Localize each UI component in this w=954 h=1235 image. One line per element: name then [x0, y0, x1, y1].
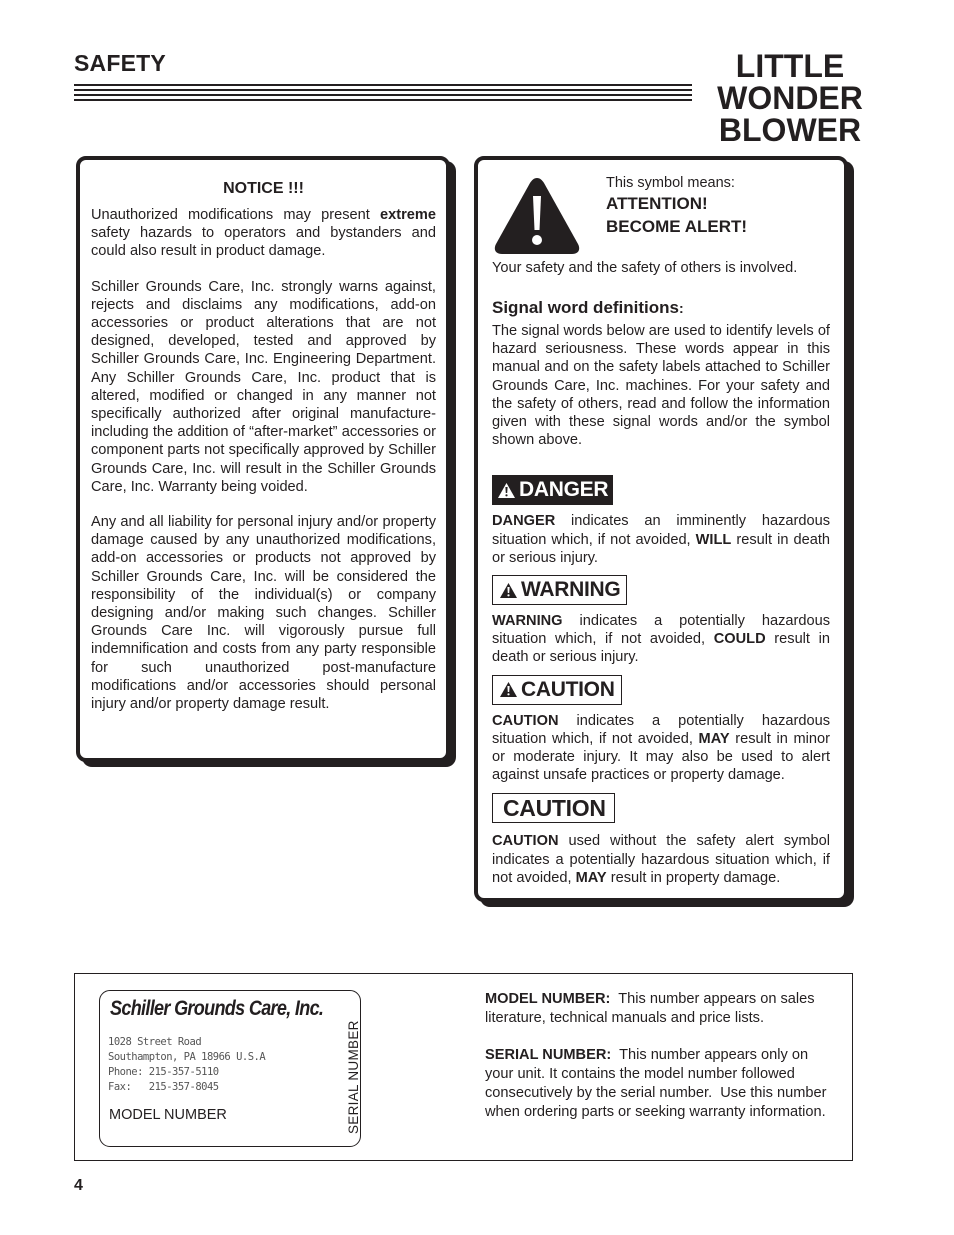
definition-text: used without the safety alert symbol indicates a potentially hazardous situation which, if not avoided, [492, 833, 830, 886]
alert-triangle-icon [497, 482, 516, 499]
definitions-title-text: Signal word definitions [492, 298, 679, 317]
definitions-colon: : [679, 300, 684, 316]
definition-text: result in death or serious injury. [492, 631, 830, 666]
become-alert-text: BECOME ALERT! [606, 217, 748, 236]
definition-emphasis: MAY [575, 869, 607, 886]
serial-number-title: SERIAL NUMBER: [485, 1047, 612, 1063]
product-title-line: BLOWER [718, 112, 862, 148]
product-title-line: LITTLE [735, 48, 845, 84]
header-rule [74, 94, 692, 96]
id-plate-section [74, 973, 853, 1161]
header-rule [74, 84, 692, 86]
definition-text: indicates a potentially hazardous situation which, if not avoided, [492, 712, 830, 747]
caution-plain-definition [492, 832, 830, 887]
safety-alert-symbol-icon [492, 174, 582, 261]
definitions-title [492, 298, 830, 318]
notice-text: Unauthorized modifications may present [91, 207, 381, 223]
definition-emphasis: WILL [695, 531, 732, 548]
danger-definition [492, 512, 830, 567]
notice-title: NOTICE !!! [223, 180, 304, 197]
definitions-text: The signal words below are used to identify levels of hazard seriousness. These words appear in this manual and on the safety labels attached to Schiller Grounds Care, Inc. machines. For your safety and the safety of others, read and follow the information given with these signal words and/or the symbol shown above. [492, 323, 830, 449]
definition-emphasis: MAY [698, 730, 730, 747]
header-rule [74, 99, 692, 101]
definition-emphasis: COULD [713, 631, 766, 648]
warning-definition [492, 612, 830, 667]
danger-block [492, 475, 830, 567]
section-title: SAFETY [74, 50, 166, 76]
caution-plain-label [492, 793, 615, 823]
model-number-info [485, 990, 830, 1028]
warning-label-inner [495, 578, 624, 602]
product-title [700, 50, 880, 146]
plate-address-line: Southampton, PA 18966 U.S.A [108, 1051, 266, 1063]
signal-word: CAUTION [492, 712, 559, 729]
caution-block [492, 675, 830, 785]
definition-text: result in minor or moderate injury. It may also be used to alert against unsafe practices or property damage. [492, 730, 830, 784]
danger-label [492, 475, 613, 505]
danger-label-text: DANGER [519, 478, 609, 502]
plate-model-label: MODEL NUMBER [109, 1107, 227, 1123]
caution-plain-block [492, 793, 830, 887]
model-number-title: MODEL NUMBER: [485, 991, 611, 1007]
id-plate-illustration [99, 990, 361, 1147]
definition-text: result in property damage. [606, 869, 781, 886]
notice-emphasis: extreme [380, 207, 436, 223]
caution-plain-label-text: CAUTION [503, 794, 606, 821]
serial-number-info [485, 1046, 830, 1122]
definition-text: indicates a potentially hazardous situation which, if not avoided, [492, 613, 830, 648]
attention-text: ATTENTION! [606, 194, 708, 213]
notice-paragraph: Schiller Grounds Care, Inc. strongly warns against, rejects and disclaims any modifications, add-on accessories or product alterations that are not designed, developed, tested and approved by Schiller Grounds Care, Inc. Engineering Department. Any Schiller Grounds Care, Inc. product that is altered, modified or changed in any manner not specifically authorized after original manufacture-including the addition of “after-market” accessories or component parts not specifically approved by Schiller Grounds Care, Inc. will result in the Schiller Grounds Care, Inc. Warranty being voided. [91, 278, 436, 495]
signal-word: DANGER [492, 513, 556, 530]
definition-text: indicates an imminently hazardous situation which, if not avoided, [492, 513, 830, 548]
caution-label [492, 675, 622, 705]
notice-paragraph [91, 206, 436, 261]
danger-label-inner [493, 476, 612, 504]
warning-label-text: WARNING [521, 578, 621, 602]
plate-company-name: Schiller Grounds Care, Inc. [110, 997, 324, 1020]
plate-address-line: Phone: 215-357-5110 [108, 1066, 219, 1078]
warning-label [492, 575, 627, 605]
signal-body [492, 259, 830, 887]
caution-label-inner [495, 678, 619, 702]
definition-text: result in death or serious injury. [492, 531, 830, 566]
model-number-text: This number appears on sales literature, technical manuals and price lists. [485, 991, 819, 1026]
notice-paragraph: Any and all liability for personal injury and/or property damage caused by any unauthorized modifications, add-on accessories or products not approved by Schiller Grounds Care, Inc. will be considered the responsibility of the individual(s) or company designing and/or making such changes. Schiller Grounds Care Inc. will vigorously pursue full indemnification and costs from any party responsible for such unauthorized post-manufacture modifications and/or accessories should personal injury and/or property damage result. [91, 514, 436, 713]
plate-address [108, 1035, 265, 1095]
alert-triangle-icon [499, 681, 518, 698]
caution-label-text: CAUTION [521, 677, 615, 701]
notice-text: safety hazards to operators and bystanders and could also result in product damage. [91, 225, 436, 260]
caution-plain-label-inner [495, 796, 612, 820]
plate-address-line: Fax: 215-357-8045 [108, 1081, 219, 1093]
alert-triangle-icon [499, 582, 518, 599]
header-rule [74, 89, 692, 91]
number-info [485, 990, 830, 1122]
involved-text: Your safety and the safety of others is involved. [492, 260, 798, 276]
notice-panel [76, 156, 450, 762]
signal-word: WARNING [492, 613, 563, 630]
page-number: 4 [74, 1177, 83, 1194]
plate-serial-label: SERIAL NUMBER [346, 1020, 361, 1134]
plate-address-line: 1028 Street Road [108, 1036, 202, 1048]
warning-block [492, 575, 830, 667]
caution-definition [492, 712, 830, 785]
symbol-meaning [606, 174, 836, 238]
serial-number-text: This number appears only on your unit. It contains the model number followed consecutively by the serial number. Use this number when ordering parts or seeking warranty information. [485, 1047, 831, 1120]
symbol-means-text: This symbol means: [606, 175, 735, 191]
signal-panel [474, 156, 848, 902]
signal-word: CAUTION [492, 833, 559, 850]
product-title-line: WONDER [717, 80, 863, 116]
